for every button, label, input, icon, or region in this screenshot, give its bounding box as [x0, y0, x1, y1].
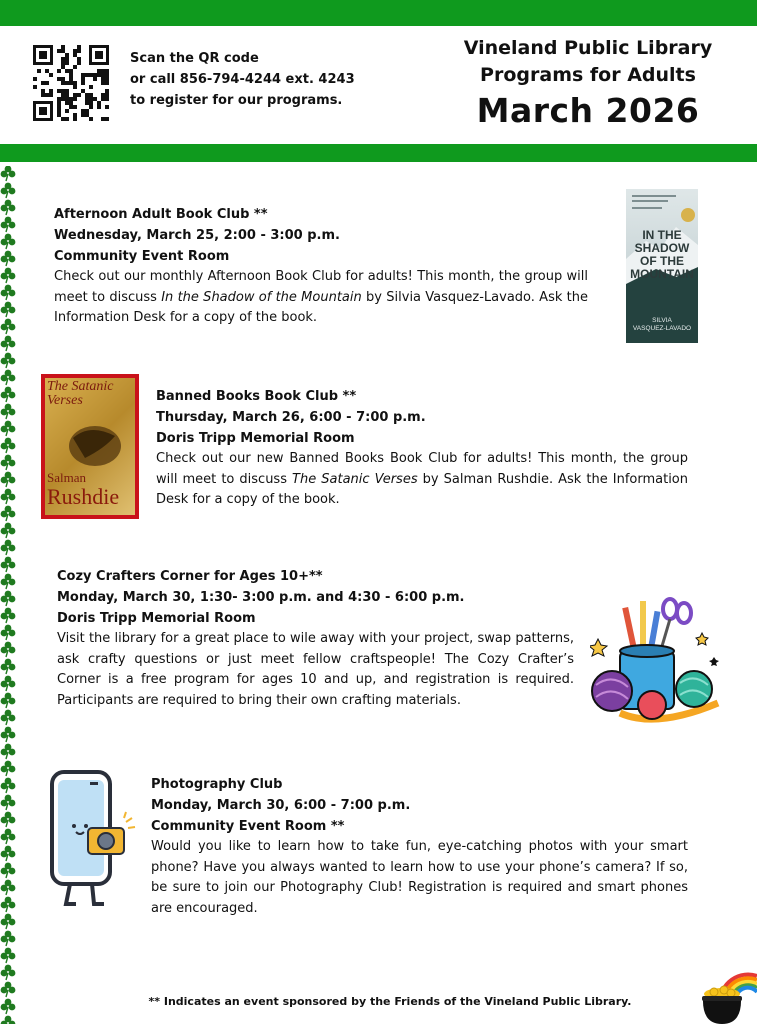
- shamrock-icon: [1, 166, 16, 181]
- shamrock-icon: [1, 438, 16, 453]
- book-title: In the Shadow of the Mountain: [161, 289, 362, 305]
- shamrock-icon: [1, 676, 16, 691]
- shamrock-icon: [1, 353, 16, 368]
- shamrock-icon: [1, 948, 16, 963]
- event-when: Thursday, March 26, 6:00 - 7:00 p.m.: [156, 410, 426, 425]
- library-title: Vineland Public Library: [463, 37, 713, 59]
- event-title: Photography Club: [151, 777, 283, 792]
- shamrock-icon: [1, 183, 16, 198]
- shamrock-icon: [1, 1016, 16, 1024]
- shamrock-icon: [1, 761, 16, 776]
- shamrock-icon: [1, 982, 16, 997]
- shamrock-icon: [1, 319, 16, 334]
- craft-supplies-illustration: [590, 593, 722, 731]
- book-cover-satanic-verses: The Satanic Verses Salman Rushdie: [41, 374, 139, 519]
- shamrock-icon: [1, 523, 16, 538]
- register-line-3: to register for our programs.: [130, 93, 343, 108]
- shamrock-icon: [1, 897, 16, 912]
- shamrock-border: [0, 166, 16, 1024]
- shamrock-icon: [1, 370, 16, 385]
- shamrock-icon: [1, 846, 16, 861]
- shamrock-icon: [1, 744, 16, 759]
- shamrock-icon: [1, 625, 16, 640]
- shamrock-icon: [1, 540, 16, 555]
- shamrock-icon: [1, 914, 16, 929]
- book-cover-shadow-of-the-mountain: IN THE SHADOW OF THE MOUNTAIN SILVIA VASQUEZ-LAVADO: [626, 189, 698, 343]
- shamrock-icon: [1, 574, 16, 589]
- shamrock-icon: [1, 506, 16, 521]
- event-title: Banned Books Book Club **: [156, 389, 357, 404]
- shamrock-icon: [1, 404, 16, 419]
- header-green-bar: [0, 144, 757, 162]
- shamrock-icon: [1, 251, 16, 266]
- shamrock-icon: [1, 999, 16, 1014]
- event-title: Afternoon Adult Book Club **: [54, 207, 268, 222]
- shamrock-icon: [1, 931, 16, 946]
- event-description: Check out our new Banned Books Book Club for adults! This month, the group will meet to discuss The Satanic Verses by Salman Rushdie. Ask the Information Desk for a copy of the book.: [156, 451, 688, 507]
- shamrock-icon: [1, 217, 16, 232]
- event-photography-club: [151, 774, 688, 919]
- shamrock-icon: [1, 727, 16, 742]
- shamrock-icon: [1, 710, 16, 725]
- shamrock-icon: [1, 642, 16, 657]
- shamrock-icon: [1, 659, 16, 674]
- shamrock-icon: [1, 880, 16, 895]
- event-cozy-crafters: [57, 566, 574, 711]
- qr-code[interactable]: [33, 45, 109, 121]
- shamrock-icon: [1, 557, 16, 572]
- phone-camera-illustration: [46, 766, 138, 910]
- event-where: Community Event Room: [54, 249, 230, 264]
- shamrock-icon: [1, 795, 16, 810]
- event-description: Check out our monthly Afternoon Book Club for adults! This month, the group will meet to discuss In the Shadow of the Mountain by Silvia Vasquez-Lavado. Ask the Information Desk for a copy of the book.: [54, 269, 588, 325]
- shamrock-icon: [1, 285, 16, 300]
- shamrock-icon: [1, 965, 16, 980]
- shamrock-icon: [1, 489, 16, 504]
- event-description: Would you like to learn how to take fun, eye-catching photos with your smart phone? Have you always wanted to learn how to use your phone’s camera? If so, be sure to join our Photography Club! Registration is required and smart phones are encouraged.: [151, 839, 688, 916]
- shamrock-icon: [1, 863, 16, 878]
- register-line-2: or call 856-794-4244 ext. 4243: [130, 72, 355, 87]
- event-afternoon-book-club: [54, 204, 588, 329]
- shamrock-icon: [1, 387, 16, 402]
- sponsor-footnote: ** Indicates an event sponsored by the Friends of the Vineland Public Library.: [148, 995, 632, 1008]
- shamrock-icon: [1, 591, 16, 606]
- shamrock-icon: [1, 812, 16, 827]
- register-line-1: Scan the QR code: [130, 51, 259, 66]
- shamrock-icon: [1, 302, 16, 317]
- shamrock-icon: [1, 200, 16, 215]
- event-where: Doris Tripp Memorial Room: [156, 431, 355, 446]
- event-where: Community Event Room **: [151, 819, 345, 834]
- shamrock-icon: [1, 421, 16, 436]
- shamrock-icon: [1, 336, 16, 351]
- shamrock-icon: [1, 829, 16, 844]
- top-green-bar: [0, 0, 757, 26]
- shamrock-icon: [1, 778, 16, 793]
- shamrock-icon: [1, 693, 16, 708]
- shamrock-icon: [1, 234, 16, 249]
- shamrock-icon: [1, 268, 16, 283]
- event-when: Monday, March 30, 6:00 - 7:00 p.m.: [151, 798, 411, 813]
- pot-of-gold-icon: [698, 962, 757, 1024]
- book-title: The Satanic Verses: [292, 471, 418, 487]
- event-title: Cozy Crafters Corner for Ages 10+**: [57, 569, 323, 584]
- shamrock-icon: [1, 455, 16, 470]
- programs-title: Programs for Adults: [480, 64, 696, 86]
- shamrock-icon: [1, 608, 16, 623]
- event-where: Doris Tripp Memorial Room: [57, 611, 256, 626]
- event-description: Visit the library for a great place to wile away with your project, swap patterns, ask crafty questions or just meet fellow craftspeople! The Cozy Crafter’s Corner is a free program for ages 10 and up, and registration is required. Participants are required to bring their own crafting materials.: [57, 631, 574, 708]
- event-banned-books-club: [156, 386, 688, 511]
- shamrock-icon: [1, 472, 16, 487]
- month-title: March 2026: [476, 91, 700, 130]
- event-when: Wednesday, March 25, 2:00 - 3:00 p.m.: [54, 228, 340, 243]
- event-when: Monday, March 30, 1:30- 3:00 p.m. and 4:30 - 6:00 p.m.: [57, 590, 465, 605]
